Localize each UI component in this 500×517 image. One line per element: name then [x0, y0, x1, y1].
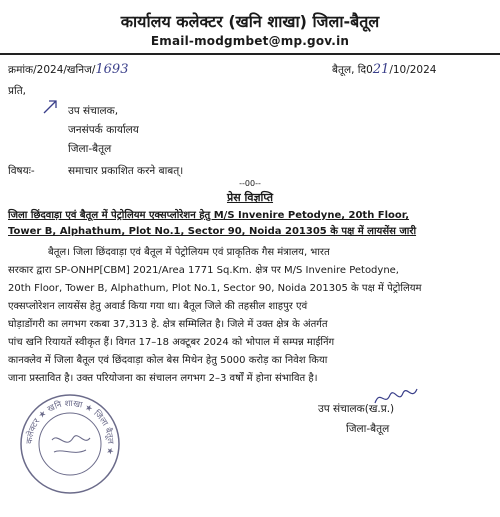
body-line-3: 20th Floor, Tower B, Alphathum, Plot No.1, Sector 90, Noida 201305 के पक्ष में पेट्रोलियम: [8, 283, 422, 294]
reference-number: [8, 62, 128, 77]
body-line-4: एक्सप्लोरेशन लायसेंस हेतु अवार्ड किया गया था। बैतूल जिले की तहसील शाहपुर एवं: [8, 301, 308, 312]
official-seal: [18, 392, 122, 496]
press-release-title: प्रेस विज्ञप्ति: [226, 191, 274, 204]
signatory-district: जिला-बैतूल: [346, 423, 390, 435]
body-line-6: पांच खनि रियायतें स्वीकृत हैं। विगत 17–18 अक्टूबर 2024 को भोपाल में सम्पन्न माईनिंग: [8, 337, 335, 348]
handwritten-arrow-mark: [42, 98, 66, 116]
signatory-designation: उप संचालक(ख.प्र.): [318, 403, 395, 415]
date-rest: /10/2024: [389, 64, 437, 76]
date-handwritten-day: 21: [372, 62, 390, 77]
office-title: कार्यालय कलेक्टर (खनि शाखा) जिला-बैतूल: [120, 12, 380, 31]
reference-prefix: क्रमांक/2024/खनिज/: [8, 64, 96, 76]
header-rule: [0, 53, 500, 55]
press-heading-line-2: Tower B, Alphathum, Plot No.1, Sector 90, Noida 201305 के पक्ष में लायसेंस जारी: [8, 226, 417, 237]
office-email: Email-modgmbet@mp.gov.in: [150, 34, 350, 48]
recipient-line-3: जिला-बैतूल: [68, 143, 112, 155]
subject-text: समाचार प्रकाशित करने बाबत्।: [68, 165, 184, 177]
recipient-to-label: प्रति,: [8, 85, 27, 97]
recipient-line-1: उप संचालक,: [68, 105, 119, 117]
reference-handwritten-number: 1693: [95, 62, 129, 77]
body-line-8: जाना प्रस्तावित है। उक्त परियोजना का संचालन लगभग 2–3 वर्षों में होना संभावित है।: [8, 373, 318, 384]
seal-text: कलेक्टर ★ खनि शाखा ★ जिला बैतूल ★: [24, 398, 116, 456]
press-heading-line-1: जिला छिंदवाड़ा एवं बैतूल में पेट्रोलियम एक्सप्लोरेशन हेतु M/S Invenire Petodyne, 20th Floor,: [8, 210, 410, 221]
date-prefix: बैतूल, दि0: [332, 64, 373, 76]
body-line-7: कानक्लेव में जिला बैतूल एवं छिंदवाड़ा कोल बेस मिथेन हेतु 5000 करोड़ का निवेश किया: [8, 355, 328, 366]
letter-date: [332, 62, 436, 77]
body-line-2: सरकार द्वारा SP-ONHP[CBM] 2021/Area 1771 Sq.Km. क्षेत्र पर M/S Invenire Petodyne,: [8, 265, 399, 276]
body-line-5: घोड़ाडोंगरी का लगभग रकबा 37,313 हे. क्षेत्र सम्मिलित है। जिले में उक्त क्षेत्र के अंतर्गत: [8, 319, 328, 330]
subject-label: विषयः-: [8, 165, 35, 177]
separator: --00--: [239, 179, 261, 188]
recipient-line-2: जनसंपर्क कार्यालय: [68, 124, 139, 136]
body-line-1: बैतूल। जिला छिंदवाड़ा एवं बैतूल में पेट्रोलियम एवं प्राकृतिक गैस मंत्रालय, भारत: [48, 247, 330, 258]
